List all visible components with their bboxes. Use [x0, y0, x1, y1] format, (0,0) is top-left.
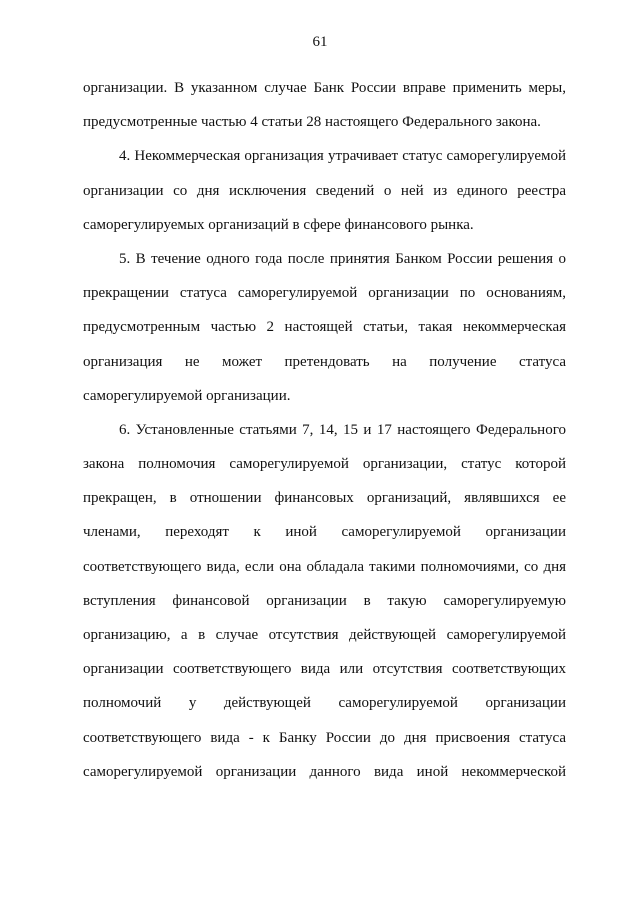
paragraph: [83, 71, 566, 139]
paragraph-line: членами, переходят к иной саморегулируемой организации: [83, 524, 566, 541]
paragraph-line: организации. В указанном случае Банк России вправе применить меры,: [83, 80, 566, 96]
paragraph-line: саморегулируемых организаций в сфере финансового рынка.: [83, 216, 474, 233]
paragraph-line: полномочий у действующей саморегулируемой организации: [83, 695, 566, 712]
paragraph-line: саморегулируемой организации данного вида иной некоммерческой: [83, 763, 566, 780]
paragraph-line: организация не может претендовать на получение статуса: [83, 353, 566, 370]
paragraph-line: 5. В течение одного года после принятия Банком России решения о: [119, 250, 566, 267]
paragraph: [83, 242, 566, 413]
paragraph-line: организации со дня исключения сведений о ней из единого реестра: [83, 182, 566, 199]
page-number: 61: [312, 34, 328, 50]
paragraph-line: прекращении статуса саморегулируемой организации по основаниям,: [83, 285, 566, 302]
paragraph-line: закона полномочия саморегулируемой организации, статус которой: [83, 456, 566, 473]
paragraph-line: организацию, а в случае отсутствия действующей саморегулируемой: [83, 627, 566, 643]
paragraph: [83, 139, 566, 242]
paragraph-line: вступления финансовой организации в такую саморегулируемую: [83, 592, 566, 609]
paragraph-line: соответствующего вида - к Банку России до дня присвоения статуса: [83, 729, 566, 746]
paragraph-line: предусмотренным частью 2 настоящей статьи, такая некоммерческая: [83, 319, 566, 336]
paragraph-line: прекращен, в отношении финансовых организаций, являвшихся ее: [83, 490, 566, 507]
paragraph: [83, 413, 566, 789]
paragraph-line: соответствующего вида, если она обладала такими полномочиями, со дня: [83, 558, 566, 575]
paragraph-line: 4. Некоммерческая организация утрачивает статус саморегулируемой: [119, 148, 566, 165]
paragraph-line: организации соответствующего вида или отсутствия соответствующих: [83, 661, 566, 678]
paragraph-line: 6. Установленные статьями 7, 14, 15 и 17 настоящего Федерального: [119, 421, 566, 438]
paragraph-line: предусмотренные частью 4 статьи 28 настоящего Федерального закона.: [83, 114, 541, 131]
paragraph-line: саморегулируемой организации.: [83, 387, 291, 404]
document-body: [83, 71, 566, 789]
